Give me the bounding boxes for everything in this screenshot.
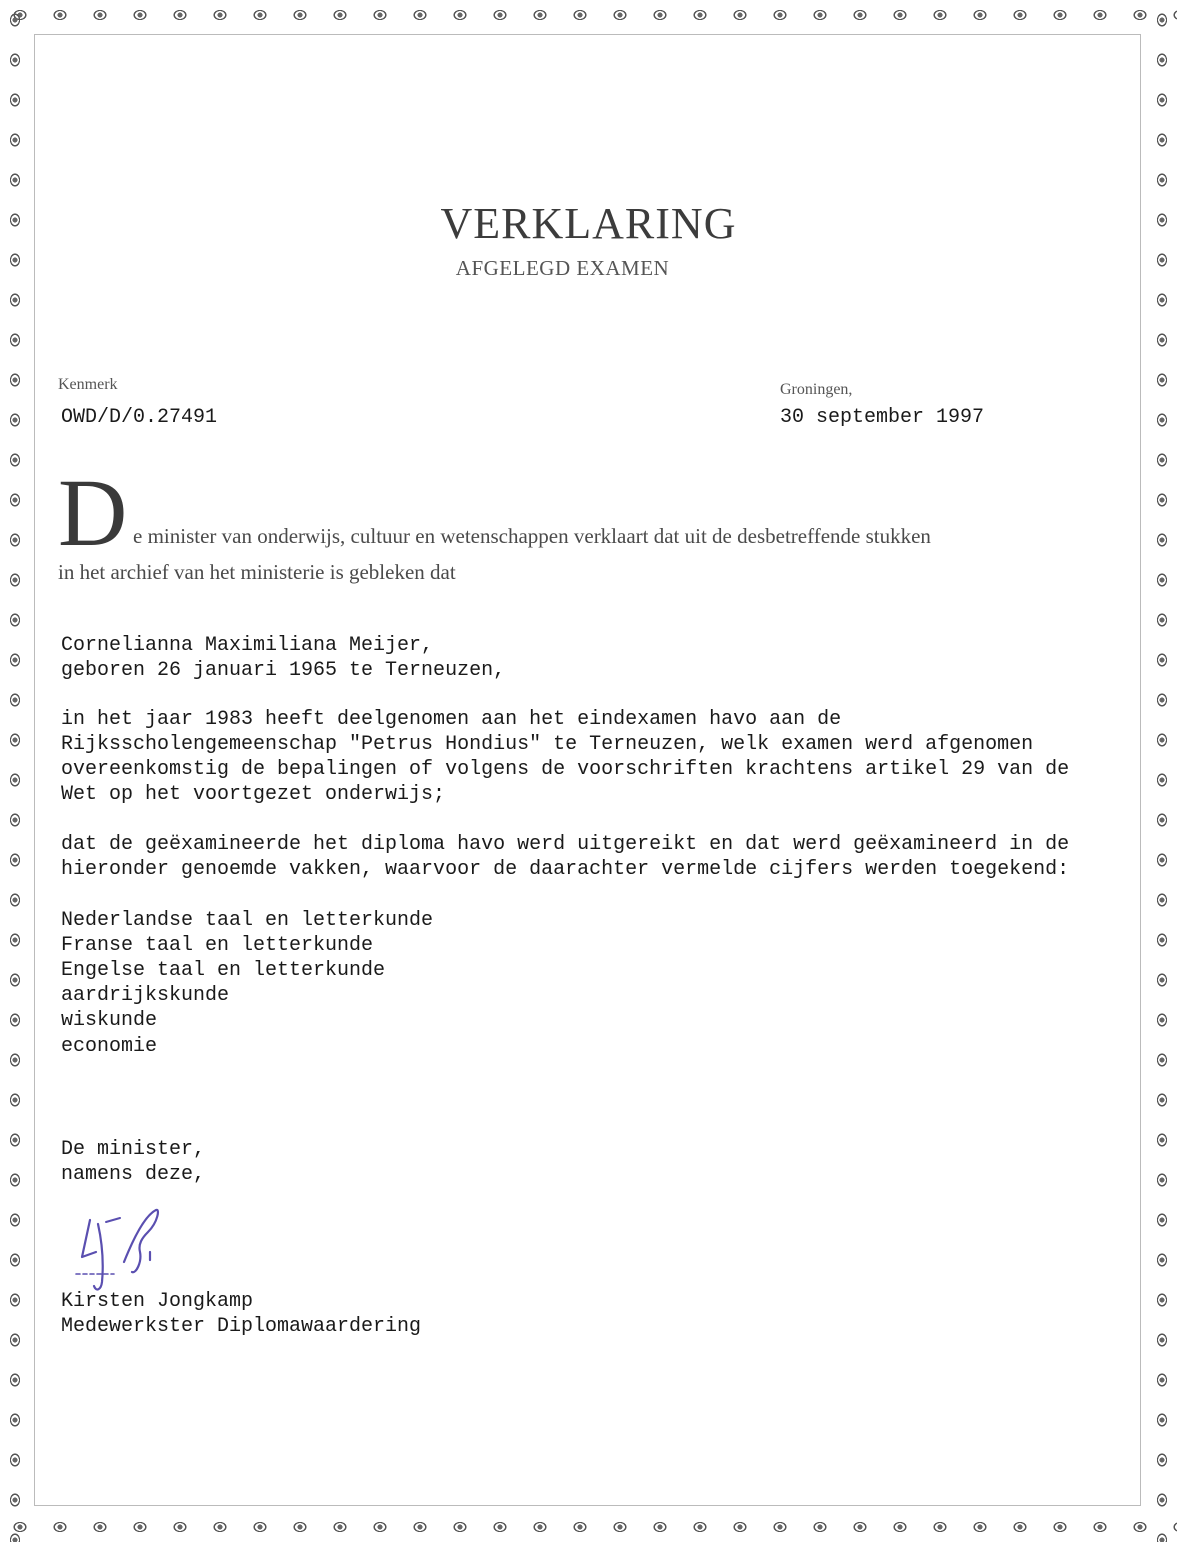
paragraph2-line: hieronder genoemde vakken, waarvoor de daarachter vermelde cijfers werden toegekend: (61, 858, 1070, 881)
paragraph1-line: overeenkomstig de bepalingen of volgens de voorschriften krachtens artikel 29 van de (61, 758, 1070, 781)
person-name: Cornelianna Maximiliana Meijer, (61, 634, 434, 657)
closing-line-2: namens deze, (61, 1163, 206, 1186)
intro-line-1: e minister van onderwijs, cultuur en wetenschappen verklaart dat uit de desbetreffende stukken (133, 524, 931, 548)
paragraph2-line: dat de geëxamineerde het diploma havo werd uitgereikt en dat werd geëxamineerd in de (61, 833, 1070, 856)
paragraph1-line: Rijksscholengemeenschap "Petrus Hondius" te Terneuzen, welk examen werd afgenomen (61, 733, 1034, 756)
document-title: VERKLARING (440, 199, 737, 248)
reference-value: OWD/D/0.27491 (61, 406, 218, 429)
signatory-title: Medewerkster Diplomawaardering (61, 1315, 422, 1338)
ornamental-border-top (0, 0, 1177, 30)
document-subtitle: AFGELEGD EXAMEN (455, 256, 670, 280)
person-birth: geboren 26 januari 1965 te Terneuzen, (61, 659, 506, 682)
paragraph1-line: Wet op het voortgezet onderwijs; (61, 783, 446, 806)
closing-line-1: De minister, (61, 1138, 206, 1161)
reference-label: Kenmerk (58, 376, 118, 393)
ornamental-border-bottom (0, 1512, 1177, 1542)
subject-item: Nederlandse taal en letterkunde (61, 909, 434, 932)
subject-item: Engelse taal en letterkunde (61, 959, 386, 982)
handwritten-signature (62, 1202, 172, 1297)
place-label: Groningen, (780, 381, 853, 398)
paragraph1-line: in het jaar 1983 heeft deelgenomen aan het eindexamen havo aan de (61, 708, 842, 731)
subject-item: wiskunde (61, 1009, 158, 1032)
signatory-name: Kirsten Jongkamp (61, 1290, 254, 1313)
date-value: 30 september 1997 (780, 406, 985, 429)
subject-item: Franse taal en letterkunde (61, 934, 374, 957)
subject-item: economie (61, 1035, 158, 1058)
drop-cap: D (58, 459, 128, 566)
intro-line-2: in het archief van het ministerie is gebleken dat (58, 560, 456, 584)
subject-item: aardrijkskunde (61, 984, 230, 1007)
